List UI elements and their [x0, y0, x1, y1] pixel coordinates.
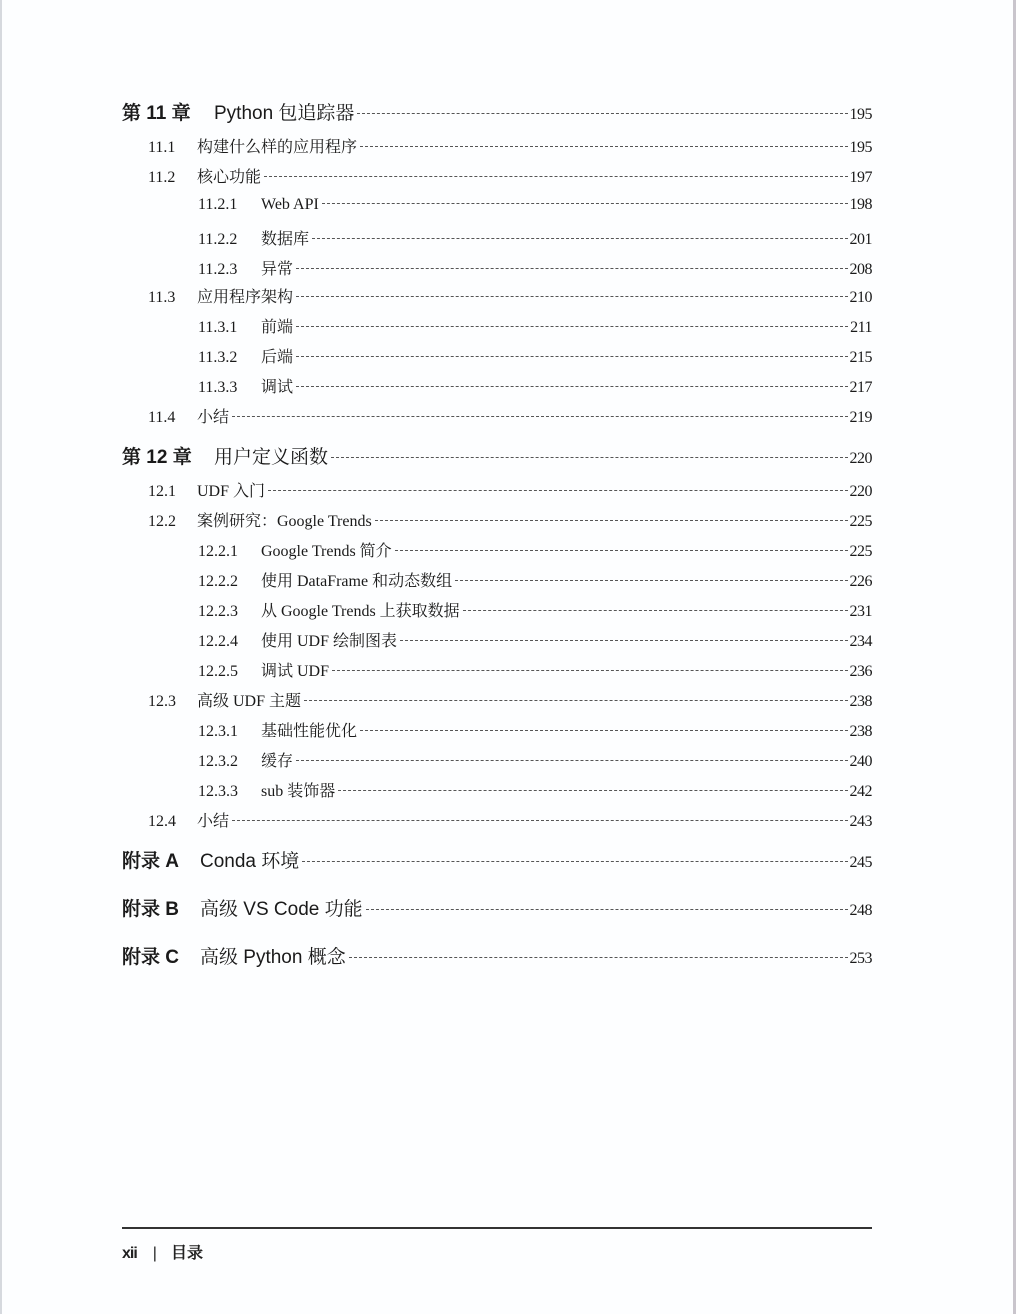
- dot-leader: [400, 640, 847, 641]
- toc-entry-title: Conda 环境: [200, 851, 300, 872]
- footer-separator: |: [152, 1245, 157, 1262]
- toc-entry-number: 11.3.1: [198, 319, 238, 336]
- toc-entry-title: 异常: [261, 261, 294, 278]
- running-title: 目录: [170, 1245, 203, 1262]
- dot-leader: [349, 957, 848, 958]
- toc-subsection-11-3-2[interactable]: [198, 344, 872, 367]
- toc-entry-page: 219: [849, 409, 872, 426]
- toc-entry-page: 253: [849, 950, 872, 967]
- dot-leader: [332, 670, 847, 671]
- dot-leader: [366, 909, 848, 910]
- toc-entry-title: 调试 UDF: [261, 663, 330, 680]
- toc-entry-title: 基础性能优化: [261, 723, 358, 740]
- page-footer: [122, 1240, 203, 1263]
- toc-subsection-12-3-3[interactable]: [198, 778, 872, 801]
- toc-entry-title: 前端: [261, 319, 294, 336]
- toc-section-12-4[interactable]: [148, 808, 872, 831]
- toc-chapter-12[interactable]: [122, 442, 872, 469]
- footer-divider: [122, 1227, 872, 1229]
- toc-entry-page: 210: [849, 289, 872, 306]
- toc-entry-title: 高级 Python 概念: [200, 947, 346, 968]
- toc-entry-number: 12.2.2: [198, 573, 238, 590]
- toc-entry-page: 240: [849, 753, 872, 770]
- toc-chapter-11[interactable]: [122, 98, 872, 125]
- toc-entry-number: 第 12 章: [122, 447, 192, 468]
- toc-entry-number: 12.2.4: [198, 633, 238, 650]
- toc-entry-page: 225: [849, 513, 872, 530]
- dot-leader: [302, 861, 847, 862]
- dot-leader: [268, 490, 847, 491]
- dot-leader: [232, 416, 847, 417]
- toc-entry-number: 11.3: [148, 289, 176, 306]
- toc-subsection-11-3-1[interactable]: [198, 314, 872, 337]
- toc-appendix-a[interactable]: [122, 846, 872, 873]
- toc-section-11-4[interactable]: [148, 404, 872, 427]
- toc-entry-page: 201: [849, 231, 872, 248]
- toc-entry-page: 211: [850, 319, 872, 336]
- toc-entry-title: 高级 UDF 主题: [197, 693, 302, 710]
- toc-subsection-12-2-3[interactable]: [198, 598, 872, 621]
- toc-entry-page: 198: [849, 196, 872, 213]
- toc-entry-title: 使用 UDF 绘制图表: [261, 633, 398, 650]
- toc-entry-page: 208: [849, 261, 872, 278]
- toc-entry-number: 12.3.1: [198, 723, 238, 740]
- toc-entry-number: 12.3.2: [198, 753, 238, 770]
- dot-leader: [296, 386, 847, 387]
- page-number: xii: [122, 1245, 137, 1262]
- toc-entry-number: 附录 A: [122, 851, 180, 872]
- toc-subsection-11-2-3[interactable]: [198, 256, 872, 279]
- dot-leader: [264, 176, 847, 177]
- toc-entry-page: 238: [849, 723, 872, 740]
- toc-subsection-12-2-1[interactable]: [198, 538, 872, 561]
- toc-entry-title: 后端: [261, 349, 294, 366]
- toc-entry-title: Web API: [261, 196, 319, 213]
- toc-entry-number: 11.1: [148, 139, 176, 156]
- toc-entry-page: 245: [849, 854, 872, 871]
- toc-entry-number: 11.2.1: [198, 196, 238, 213]
- dot-leader: [296, 296, 847, 297]
- toc-entry-title: 使用 DataFrame 和动态数组: [261, 573, 453, 590]
- dot-leader: [360, 730, 847, 731]
- toc-section-11-3[interactable]: [148, 284, 872, 307]
- toc-entry-page: 236: [849, 663, 872, 680]
- toc-entry-number: 12.4: [148, 813, 176, 830]
- toc-entry-title: 用户定义函数: [214, 447, 329, 468]
- toc-entry-page: 195: [849, 106, 872, 123]
- toc-entry-number: 附录 C: [122, 947, 180, 968]
- toc-section-12-2[interactable]: [148, 508, 872, 531]
- toc-entry-number: 12.2: [148, 513, 176, 530]
- toc-entry-number: 第 11 章: [122, 103, 191, 124]
- toc-entry-page: 215: [849, 349, 872, 366]
- dot-leader: [331, 457, 847, 458]
- toc-entry-title: 从 Google Trends 上获取数据: [261, 603, 460, 620]
- toc-entry-title: 高级 VS Code 功能: [200, 899, 363, 920]
- toc-entry-title: Google Trends 简介: [261, 543, 392, 560]
- dot-leader: [357, 113, 847, 114]
- toc-entry-page: 234: [849, 633, 872, 650]
- toc-subsection-11-3-3[interactable]: [198, 374, 872, 397]
- toc-subsection-12-2-2[interactable]: [198, 568, 872, 591]
- dot-leader: [304, 700, 847, 701]
- toc-subsection-12-3-2[interactable]: [198, 748, 872, 771]
- toc-section-12-1[interactable]: [148, 478, 872, 501]
- dot-leader: [395, 550, 848, 551]
- toc-subsection-12-3-1[interactable]: [198, 718, 872, 741]
- toc-entry-number: 12.2.3: [198, 603, 238, 620]
- toc-entry-title: sub 装饰器: [261, 783, 336, 800]
- toc-entry-title: 数据库: [261, 231, 310, 248]
- toc-entry-number: 11.2.2: [198, 231, 238, 248]
- dot-leader: [463, 610, 848, 611]
- toc-entry-title: 小结: [197, 409, 230, 426]
- toc-subsection-11-2-1[interactable]: [198, 196, 872, 214]
- toc-entry-page: 220: [849, 483, 872, 500]
- toc-entry-title: 构建什么样的应用程序: [197, 139, 358, 156]
- toc-entry-number: 11.3.2: [198, 349, 238, 366]
- toc-entry-number: 12.2.5: [198, 663, 238, 680]
- toc-entry-page: 243: [849, 813, 872, 830]
- toc-appendix-c[interactable]: [122, 942, 872, 969]
- toc-entry-page: 225: [849, 543, 872, 560]
- toc-entry-title: 应用程序架构: [197, 289, 294, 306]
- toc-entry-page: 226: [849, 573, 872, 590]
- dot-leader: [338, 790, 847, 791]
- toc-section-12-3[interactable]: [148, 688, 872, 711]
- toc-entry-number: 12.2.1: [198, 543, 238, 560]
- dot-leader: [312, 238, 847, 239]
- toc-entry-page: 238: [849, 693, 872, 710]
- toc-entry-title: Python 包追踪器: [214, 103, 355, 124]
- dot-leader: [232, 820, 847, 821]
- toc-entry-title: 缓存: [261, 753, 294, 770]
- toc-appendix-b[interactable]: [122, 894, 872, 921]
- toc-entry-title: 调试: [261, 379, 294, 396]
- dot-leader: [296, 760, 847, 761]
- dot-leader: [375, 520, 848, 521]
- toc-entry-title: 小结: [197, 813, 230, 830]
- toc-entry-page: 195: [849, 139, 872, 156]
- dot-leader: [455, 580, 847, 581]
- toc-section-11-1[interactable]: [148, 134, 872, 157]
- toc-entry-page: 248: [849, 902, 872, 919]
- toc-entry-number: 附录 B: [122, 899, 180, 920]
- toc-entry-title: 案例研究：Google Trends: [197, 513, 372, 530]
- toc-subsection-11-2-2[interactable]: [198, 226, 872, 249]
- dot-leader: [322, 203, 848, 204]
- toc-entry-number: 11.2: [148, 169, 176, 186]
- toc-subsection-12-2-5[interactable]: [198, 658, 872, 681]
- toc-entry-page: 231: [849, 603, 872, 620]
- toc-entry-page: 242: [849, 783, 872, 800]
- toc-entry-number: 12.3.3: [198, 783, 238, 800]
- toc-entry-page: 217: [849, 379, 872, 396]
- dot-leader: [296, 356, 847, 357]
- toc-entry-number: 11.4: [148, 409, 176, 426]
- dot-leader: [360, 146, 847, 147]
- toc-entry-page: 197: [849, 169, 872, 186]
- toc-entry-page: 220: [849, 450, 872, 467]
- toc-section-11-2[interactable]: [148, 164, 872, 187]
- toc-entry-number: 12.3: [148, 693, 176, 710]
- toc-entry-number: 11.3.3: [198, 379, 238, 396]
- toc-entry-title: UDF 入门: [197, 483, 266, 500]
- toc-entry-number: 11.2.3: [198, 261, 238, 278]
- toc-entry-title: 核心功能: [197, 169, 262, 186]
- toc-entry-number: 12.1: [148, 483, 176, 500]
- toc-subsection-12-2-4[interactable]: [198, 628, 872, 651]
- dot-leader: [296, 268, 847, 269]
- dot-leader: [296, 326, 848, 327]
